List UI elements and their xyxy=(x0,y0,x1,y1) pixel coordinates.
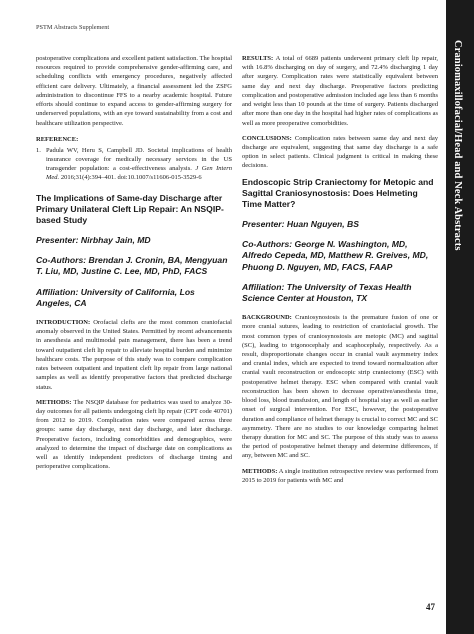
background-label: BACKGROUND: xyxy=(242,314,292,322)
reference-citation: 2016;31(4):394–401. doi:10.1007/s11606-015-3529-6 xyxy=(59,174,202,182)
left-column xyxy=(36,54,232,478)
reference-authors-title: Padula WV, Heru S, Campbell JD. Societal implications of health insurance coverage for medically necessary services in the US transgender population: a cost-effectiveness analysis. xyxy=(46,146,232,173)
conclusions-text: Complication rates between same day and next day discharge are equivalent, suggesting that same day discharge is a safe option in select patients. Clinical judgment is critical in making these decisions. xyxy=(242,134,438,170)
results-text: A total of 6689 patients underwent primary cleft lip repair, with 16.8% discharging on day of surgery, and 72.4% discharging 1 day after surgery. Complication rates were statistically equivalent between same day and next day discharge. Preoperative factors predicting complication and postoperative admission included age less than 6 months and weight less than 10 pounds at the time of surgery. Patients discharged after more than one day in the hospital had higher rates of complications as well as more preoperative comorbidities. xyxy=(242,55,438,127)
methods-text: The NSQIP database for pediatrics was used to analyze 30-day outcomes for all patients undergoing cleft lip repair (CPT code 40701) from 2012 to 2019. Complication rates were compared across three groups: same day discharge, next day discharge, and later discharge. Preoperative factors, including comorbidities and demographics, were analyzed to determine the impact of discharge date on complications as well as identify independent predictors of discharge timing and perioperative complications. xyxy=(36,398,232,471)
methods-label: METHODS: xyxy=(36,398,72,406)
affiliation: Affiliation: The University of Texas Health Science Center at Houston, TX xyxy=(242,281,412,303)
introduction-label: INTRODUCTION: xyxy=(36,319,91,326)
methods-label: METHODS: xyxy=(242,467,278,475)
right-column xyxy=(242,54,438,491)
affiliation: Affiliation: University of California, Los Angeles, CA xyxy=(36,286,195,308)
running-head: PSTM Abstracts Supplement xyxy=(36,24,110,31)
background-text: Craniosynostosis is the premature fusion of one or more cranial sutures, leading to restriction of craniofacial growth. The most common types of craniosynostosis are metopic (MC) and sagittal (SC), leading to trigonocephaly and scaphocephaly, respectively. As a result, disproportionate changes occur in cranial vault asymmetry index and cranial index, which are expected to trend toward normalization after cranial vault reconstruction or endoscopic strip craniectomy (ESC) with postoperative helmet therapy. ESC when compared with cranial vault reconstruction has been shown to decrease operative/anesthesia time, blood loss, blood transfusion, and length of hospital stay as well as earlier onset of surgical intervention. For ESC, however, the postoperative duration and compliance of helmet therapy is crucial to correct MC and SC asymmetry. There are no studies to our knowledge comparing helmet therapy duration for MC and SC. The purpose of this study was to assess the period of postoperative helmet therapy and determine differences, if any, between MC and SC. xyxy=(242,314,438,460)
conclusions-paragraph xyxy=(242,134,438,171)
reference-number: 1. xyxy=(36,146,41,154)
conclusions-label: CONCLUSIONS: xyxy=(242,134,292,142)
presenter: Presenter: Nirbhay Jain, MD xyxy=(36,235,151,246)
reference-heading: REFERENCE: xyxy=(36,135,79,143)
abstract-title: The Implications of Same-day Discharge after Primary Unilateral Cleft Lip Repair: An NSQIP-based Study xyxy=(36,192,224,225)
page-number: 47 xyxy=(426,602,435,612)
coauthors: Co-Authors: Brendan J. Cronin, BA, Mengyuan T. Liu, MD, Justine C. Lee, MD, PhD, FACS xyxy=(36,255,228,277)
reference-item xyxy=(36,146,232,183)
background-paragraph xyxy=(242,313,438,461)
results-label: RESULTS: xyxy=(242,55,274,62)
reference-journal: J Gen Intern Med. xyxy=(46,165,232,182)
section-tab-label: Craniomaxillofacial/Head and Neck Abstracts xyxy=(452,40,463,251)
reference-text xyxy=(46,146,232,183)
introduction-paragraph xyxy=(36,318,232,392)
methods-paragraph xyxy=(36,398,232,472)
abstract-title: Endoscopic Strip Craniectomy for Metopic and Sagittal Craniosynostosis: Does Helmeting Time Matter? xyxy=(242,176,434,209)
continued-paragraph: postoperative complications and excellent patient satisfaction. The hospital resources required to provide comprehensive gender-affirming care, and scheduling conflicts with emergency procedures, negatively affected efficient care delivery. Ultimately, a financial assessment led the ZSFG administration to discontinue FFS to a nearby academic hospital. Future efforts should continue to expand access to gender-affirming surgery for underserved populations, with an eye toward sustainability from a cost and healthcare utilization perspective. xyxy=(36,55,232,127)
coauthors: Co-Authors: George N. Washington, MD, Alfredo Cepeda, MD, Matthew R. Greives, MD, Phuong D. Nguyen, MD, FACS, FAAP xyxy=(242,239,429,272)
methods-paragraph xyxy=(242,467,438,485)
results-paragraph xyxy=(242,54,438,128)
introduction-text: Orofacial clefts are the most common craniofacial anomaly observed in the United States. Permitted by recent advancements in anesthesia and multimodal pain management, there has been a trend toward outpatient cleft lip repair to alleviate hospital burden and minimize healthcare costs. The purpose of this study was to compare complication rates between outpatient and inpatient cleft lip repair from large national samples as well as identify preoperative factors that predicted discharge status. xyxy=(36,319,232,391)
presenter: Presenter: Huan Nguyen, BS xyxy=(242,219,359,230)
methods-text: A single institution retrospective review was performed from 2015 to 2019 for patients with MC and xyxy=(242,467,438,484)
